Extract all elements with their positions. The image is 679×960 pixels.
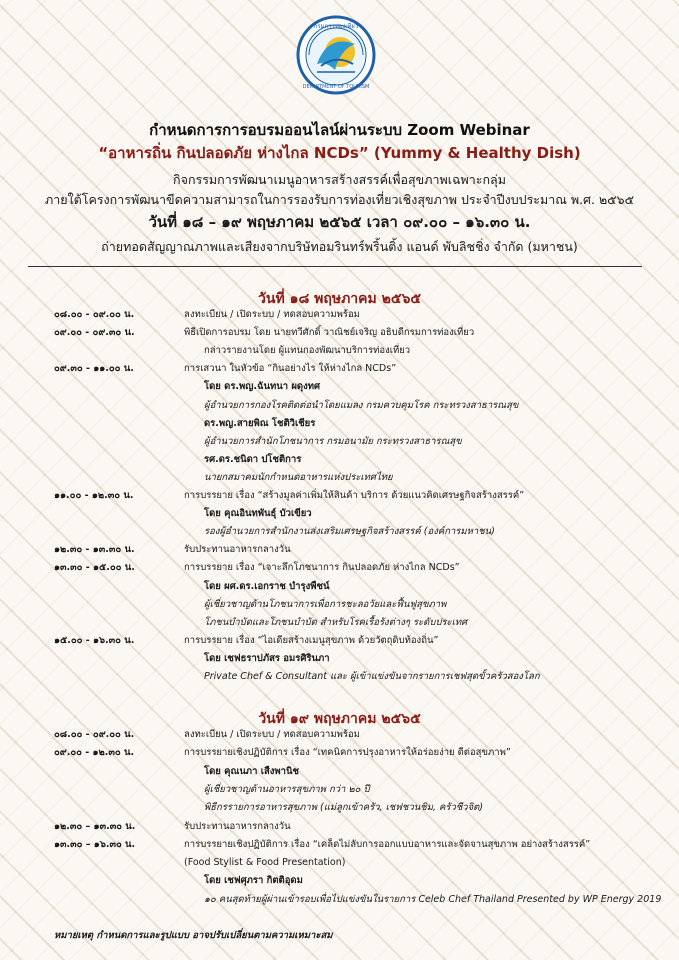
schedule-activity: ผู้เชี่ยวชาญด้านอาหารสุขภาพ กว่า ๒๐ ปี [204, 783, 370, 795]
schedule-row [0, 781, 679, 799]
schedule-activity: โดย เชฟศุภรา กิตติอุดม [204, 875, 303, 887]
schedule-activity: รับประทานอาหารกลางวัน [184, 820, 291, 832]
schedule-activity: ลงทะเบียน / เปิดระบบ / ทดสอบความพร้อม [184, 309, 360, 320]
schedule-row [0, 342, 679, 360]
schedule-row [0, 505, 679, 523]
day2-title: วันที่ ๑๙ พฤษภาคม ๒๕๖๕ [258, 711, 421, 727]
schedule-activity: โดย ผศ.ดร.เอกราช บำรุงพืชน์ [204, 580, 330, 592]
schedule-row [0, 559, 679, 577]
schedule-row [0, 799, 679, 817]
schedule-activity: Private Chef & Consultant และ ผู้เข้าแข่งขันจากรายการเชฟสุดขั้วครัวสองโลก [204, 671, 540, 682]
schedule-time: ๐๙.๓๐ - ๑๑.๐๐ น. [54, 363, 134, 375]
schedule-activity: ผู้อำนวยการสำนักโภชนาการ กรมอนามัย กระทรวงสาธารณสุข [204, 435, 462, 447]
schedule-activity: นายกสมาคมนักกำหนดอาหารแห่งประเทศไทย [204, 471, 393, 483]
schedule-time: ๑๒.๓๐ – ๑๓.๓๐ น. [54, 820, 136, 832]
schedule-time: ๐๘.๐๐ - ๐๙.๐๐ น. [54, 309, 135, 320]
schedule-activity: พิธีกรรายการอาหารสุขภาพ (แม่ลูกเข้าครัว, เชฟชวนชิม, ครัวชีวจิต) [204, 802, 484, 814]
schedule-row [0, 836, 679, 854]
schedule-row [0, 744, 679, 762]
schedule-row [0, 763, 679, 781]
schedule-row [0, 451, 679, 469]
schedule-activity: ผู้อำนวยการกองโรคติดต่อนำโดยแมลง กรมควบคุมโรค กระทรวงสาธารณสุข [204, 399, 519, 411]
schedule-time: ๐๙.๐๐ - ๐๙.๓๐ น. [54, 327, 135, 339]
schedule-activity: การบรรยายเชิงปฏิบัติการ เรื่อง “เทคนิคการปรุงอาหารให้อร่อยง่าย ดีต่อสุขภาพ” [184, 747, 511, 759]
event-title: “อาหารถิ่น กินปลอดภัย ห่างไกล NCDs” (Yummy & Healthy Dish) [98, 144, 581, 162]
schedule-row [0, 433, 679, 451]
schedule-row [0, 578, 679, 596]
department-of-tourism-logo [295, 14, 377, 96]
schedule-activity: ๑๐ คนสุดท้ายผู้ผ่านเข้ารอบเพื่อไปแข่งขันในรายการ Celeb Chef Thailand Presented by WP Energy 2019 [204, 893, 662, 905]
schedule-row [0, 487, 679, 505]
schedule-activity: โดย ดร.พญ.ฉันทนา ผดุงทศ [204, 381, 321, 393]
schedule-row [0, 415, 679, 433]
schedule-activity: โภชนบำบัดและโภชนบำบัด สำหรับโรคเรื้อรังต่างๆ ระดับประเทศ [204, 616, 468, 628]
svg-text:DEPARTMENT OF TOURISM: DEPARTMENT OF TOURISM [302, 84, 370, 90]
schedule-row [0, 668, 679, 686]
schedule-activity: โดย คุณอินทพันธุ์ บัวเขียว [204, 508, 312, 520]
schedule-row [0, 872, 679, 890]
schedule-activity: ดร.พญ.สายพิณ โชติวิเชียร [204, 417, 316, 429]
schedule-row [0, 614, 679, 632]
schedule-activity: พิธีเปิดการอบรม โดย นายทวีศักดิ์ วาณิชย์เจริญ อธิบดีกรมการท่องเที่ยว [184, 327, 475, 339]
schedule-row [0, 324, 679, 342]
schedule-activity: การบรรยายเชิงปฏิบัติการ เรื่อง “เคล็ดไม่ลับการออกแบบอาหารและจัดจานสุขภาพ อย่างสร้างสรรค์” [184, 838, 591, 850]
schedule-row [0, 818, 679, 836]
date-time-line: วันที่ ๑๘ – ๑๙ พฤษภาคม ๒๕๖๕ เวลา ๐๙.๐๐ – ๑๖.๓๐ น. [148, 213, 531, 231]
schedule-activity: (Food Stylist & Food Presentation) [184, 857, 346, 869]
schedule-activity: รศ.ดร.ชนิดา ปโชติการ [204, 453, 302, 465]
schedule-activity: การบรรยาย เรื่อง “ไอเดียสร้างเมนูสุขภาพ ด้วยวัตถุดิบท้องถิ่น” [184, 634, 439, 646]
schedule-activity: การบรรยาย เรื่อง “สร้างมูลค่าเพิ่มให้สินค้า บริการ ด้วยแนวคิดเศรษฐกิจสร้างสรรค์” [184, 490, 525, 501]
schedule-row [0, 469, 679, 487]
schedule-row [0, 523, 679, 541]
schedule-row [0, 397, 679, 415]
schedule-time: ๑๓.๓๐ – ๑๖.๓๐ น. [54, 838, 136, 850]
footnote: หมายเหตุ กำหนดการและรูปแบบ อาจปรับเปลี่ยนตามความเหมาะสม [54, 930, 333, 941]
activity-line: กิจกรรมการพัฒนาเมนูอาหารสร้างสรรค์เพื่อสุขภาพเฉพาะกลุ่ม [173, 172, 506, 187]
document-title: กำหนดการการอบรมออนไลน์ผ่านระบบ Zoom Webinar [149, 121, 530, 139]
schedule-activity: การบรรยาย เรื่อง “เจาะลึกโภชนาการ กินปลอดภัย ห่างไกล NCDs” [184, 562, 460, 574]
schedule-activity: การเสวนา ในหัวข้อ “กินอย่างไร ให้ห่างไกล NCDs” [184, 363, 397, 375]
schedule-activity: ผู้เชี่ยวชาญด้านโภชนาการเพื่อการชะลอวัยและฟื้นฟูสุขภาพ [204, 598, 447, 610]
schedule-time: ๑๕.๐๐ - ๑๖.๓๐ น. [54, 634, 135, 646]
svg-text:กรมการท่องเที่ยว: กรมการท่องเที่ยว [313, 23, 359, 30]
project-line: ภายใต้โครงการพัฒนาขีดความสามารถในการรองรับการท่องเที่ยวเชิงสุขภาพ ประจำปีงบประมาณ พ.ศ. ๒๕๖๕ [44, 192, 635, 207]
schedule-time: ๑๑.๐๐ - ๑๒.๓๐ น. [54, 490, 134, 501]
schedule-row [0, 378, 679, 396]
schedule-row [0, 360, 679, 378]
schedule-time: ๑๒.๓๐ - ๑๓.๓๐ น. [54, 544, 135, 556]
day1-title: วันที่ ๑๘ พฤษภาคม ๒๕๖๕ [258, 291, 421, 307]
broadcast-line: ถ่ายทอดสัญญาณภาพและเสียงจากบริษัทอมรินทร์พริ้นติ้ง แอนด์ พับลิชชิ่ง จำกัด (มหาชน) [101, 239, 578, 254]
schedule-row [0, 306, 679, 324]
schedule-activity: กล่าวรายงานโดย ผู้แทนกองพัฒนาบริการท่องเที่ยว [204, 345, 411, 357]
schedule-row [0, 854, 679, 872]
schedule-row [0, 632, 679, 650]
schedule-time: ๐๘.๐๐ - ๐๙.๐๐ น. [54, 729, 135, 740]
schedule-row [0, 596, 679, 614]
schedule-activity: โดย เชฟธราปภัสร อมรศิรินภา [204, 652, 330, 664]
schedule-activity: โดย คุณนภา เสืงพานิช [204, 765, 299, 777]
schedule-activity: รองผู้อำนวยการสำนักงานส่งเสริมเศรษฐกิจสร้างสรรค์ (องค์การมหาชน) [204, 526, 495, 538]
schedule-time: ๑๓.๓๐ - ๑๕.๐๐ น. [54, 562, 135, 574]
header-divider [28, 266, 642, 267]
schedule-row [0, 726, 679, 744]
schedule-row [0, 541, 679, 559]
schedule-row [0, 650, 679, 668]
schedule-time: ๐๙.๐๐ - ๑๒.๓๐ น. [54, 747, 135, 759]
schedule-activity: ลงทะเบียน / เปิดระบบ / ทดสอบความพร้อม [184, 729, 360, 740]
schedule-row [0, 891, 679, 909]
schedule-activity: รับประทานอาหารกลางวัน [184, 544, 291, 556]
